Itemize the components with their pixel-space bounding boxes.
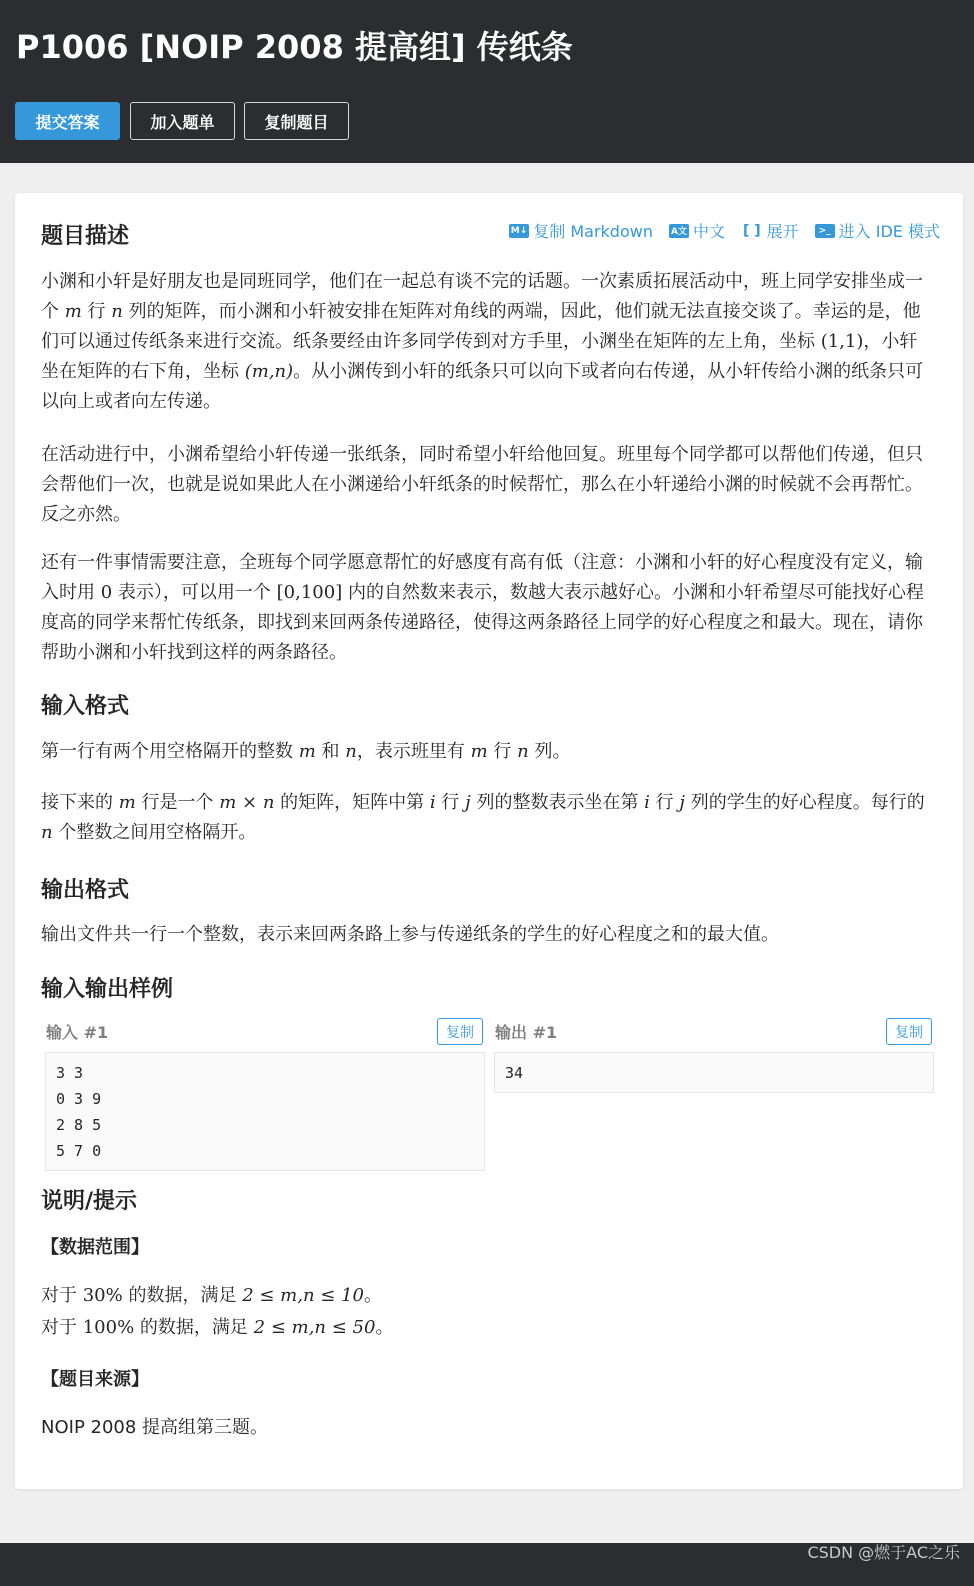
expand-icon: [ ] xyxy=(742,222,761,239)
sample-output-label: 输出 #1 xyxy=(495,1023,558,1042)
markdown-icon: M↓ xyxy=(510,225,528,236)
description-paragraph-3: 还有一件事情需要注意，全班每个同学愿意帮忙的好感度有高有低（注意：小渊和小轩的好心程度没有定义，输入时用 0 表示），可以用一个 [0,100] 内的自然数来表示，数越大表示越好心。小渊和小轩希望尽可能找好心程度高的同学来帮忙传纸条，即找到来回两条传递路径，使得这两条路径上同学的好心程度之和最大。现在，请你帮助小渊和小轩找到这样的两条路径。 xyxy=(41,552,924,663)
copy-input-button[interactable]: 复制 xyxy=(437,1018,483,1045)
expand-label: 展开 xyxy=(766,222,799,241)
translate-icon: A文 xyxy=(669,224,689,238)
sample-input-line: 2 8 5 xyxy=(56,1116,102,1134)
sample-input-line: 5 7 0 xyxy=(56,1142,102,1160)
add-to-list-button[interactable]: 加入题单 xyxy=(130,102,235,140)
description-paragraph-2: 在活动进行中，小渊希望给小轩传递一张纸条，同时希望小轩给他回复。班里每个同学都可以帮他们传递，但只会帮他们一次，也就是说如果此人在小渊递给小轩纸条的时候帮忙，那么在小轩递给小渊的时候就不会再帮忙。反之亦然。 xyxy=(41,444,923,525)
source-label: 【题目来源】 xyxy=(41,1369,149,1390)
data-range-line-1: 对于 30% 的数据，满足 2 ≤ m,n ≤ 10。 xyxy=(41,1285,382,1306)
source-text: NOIP 2008 提高组第三题。 xyxy=(41,1417,269,1438)
samples-heading: 输入输出样例 xyxy=(41,977,174,1002)
copy-output-button[interactable]: 复制 xyxy=(886,1018,932,1045)
copy-problem-button[interactable]: 复制题目 xyxy=(244,102,349,140)
language-button[interactable] xyxy=(669,219,725,242)
sample-output-line: 34 xyxy=(505,1064,524,1082)
ide-mode-button[interactable] xyxy=(815,219,940,242)
description-paragraph-1: 小渊和小轩是好朋友也是同班同学，他们在一起总有谈不完的话题。一次素质拓展活动中，班上同学安排坐成一个 m 行 n 列的矩阵，而小渊和小轩被安排在矩阵对角线的两端，因此，他们就无法直接交谈了。幸运的是，他们可以通过传纸条来进行交流。纸条要经由许多同学传到对方手里，小渊坐在矩阵的左上角，坐标 (1,1)，小轩坐在矩阵的右下角，坐标 (m,n)。从小渊传到小轩的纸条只可以向下或者向右传递，从小轩传给小渊的纸条只可以向上或者向左传递。 xyxy=(41,271,924,412)
sample-output-box[interactable] xyxy=(494,1052,934,1093)
submit-answer-button[interactable]: 提交答案 xyxy=(15,102,120,140)
sample-input-label: 输入 #1 xyxy=(46,1023,109,1042)
copy-markdown-button[interactable] xyxy=(509,219,653,242)
ide-mode-label: 进入 IDE 模式 xyxy=(838,222,940,241)
expand-button[interactable] xyxy=(741,219,799,242)
input-format-paragraph-1: 第一行有两个用空格隔开的整数 m 和 n，表示班里有 m 行 n 列。 xyxy=(41,741,571,762)
output-format-heading: 输出格式 xyxy=(41,878,130,903)
sample-input-box[interactable] xyxy=(45,1052,485,1171)
data-range-line-2: 对于 100% 的数据，满足 2 ≤ m,n ≤ 50。 xyxy=(41,1317,394,1338)
language-label: 中文 xyxy=(692,222,725,241)
sample-input-line: 0 3 9 xyxy=(56,1090,102,1108)
data-range-label: 【数据范围】 xyxy=(41,1237,149,1258)
problem-toolbar xyxy=(509,219,940,242)
input-format-heading: 输入格式 xyxy=(41,694,130,719)
hint-heading: 说明/提示 xyxy=(41,1189,138,1214)
input-format-paragraph-2: 接下来的 m 行是一个 m × n 的矩阵，矩阵中第 i 行 j 列的整数表示坐在第 i 行 j 列的学生的好心程度。每行的 n 个整数之间用空格隔开。 xyxy=(41,792,925,843)
watermark: CSDN @燃于AC之乐 xyxy=(807,1543,960,1562)
copy-markdown-label: 复制 Markdown xyxy=(533,222,653,241)
output-format-paragraph: 输出文件共一行一个整数，表示来回两条路上参与传递纸条的学生的好心程度之和的最大值。 xyxy=(41,924,779,945)
description-heading: 题目描述 xyxy=(41,224,130,249)
terminal-icon: >_ xyxy=(815,224,835,238)
sample-input-line: 3 3 xyxy=(56,1064,84,1082)
page-title: P1006 [NOIP 2008 提高组] 传纸条 xyxy=(16,28,573,66)
